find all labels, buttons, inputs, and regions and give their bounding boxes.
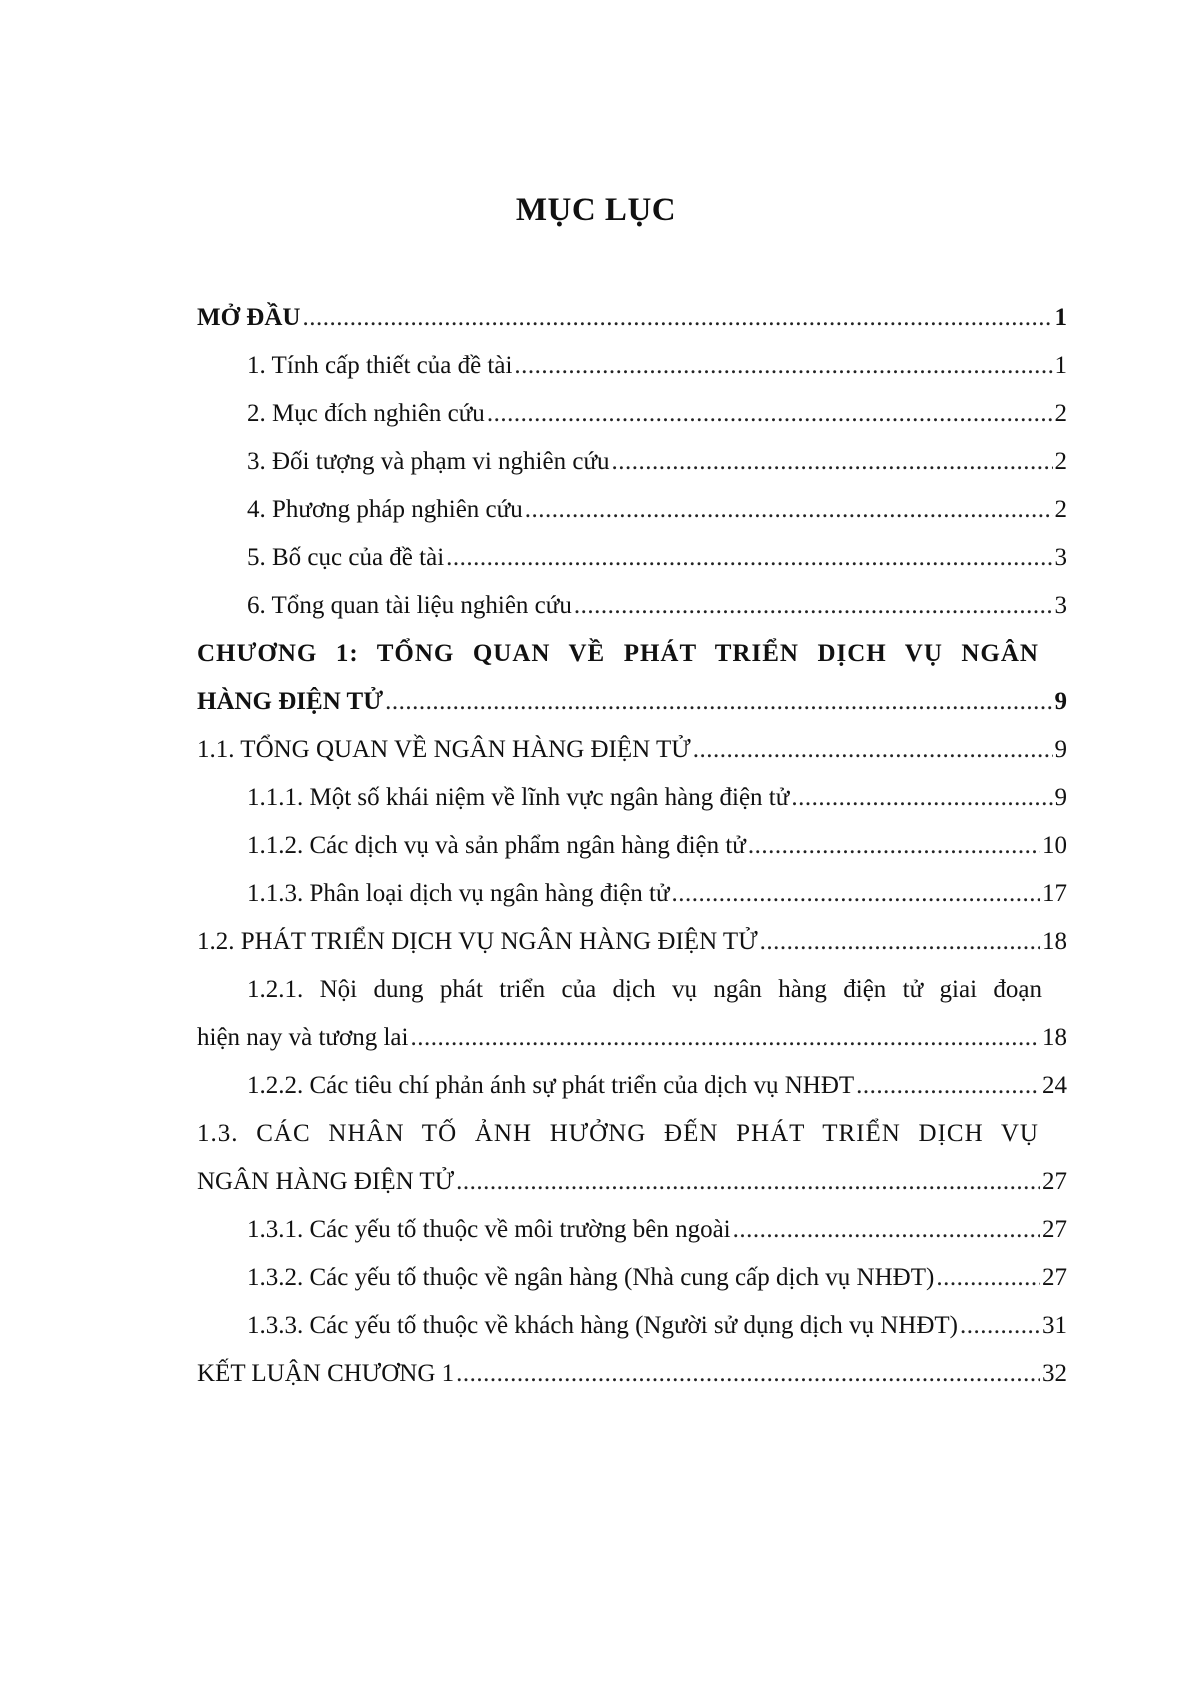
table-of-contents [197,294,1067,1398]
leader-dots [574,582,1053,630]
toc-entry[interactable] [197,534,1067,582]
leader-dots [446,534,1052,582]
toc-page-number: 3 [1054,544,1067,571]
toc-entry-title: 3. Đối tượng và phạm vi nghiên cứu [247,448,610,475]
toc-entry[interactable] [197,726,1067,774]
toc-page-number: 9 [1054,784,1067,811]
toc-entry[interactable] [197,774,1067,822]
toc-entry-title: 1.3.2. Các yếu tố thuộc về ngân hàng (Nhà cung cấp dịch vụ NHĐT) [247,1264,935,1291]
toc-page-number: 1 [1054,352,1067,379]
toc-entry-title: 1.3.1. Các yếu tố thuộc về môi trường bên ngoài [247,1216,731,1243]
toc-page-number: 1 [1054,304,1067,331]
leader-dots [856,1062,1040,1110]
leader-dots [487,390,1053,438]
toc-entry-title: 1.1. TỔNG QUAN VỀ NGÂN HÀNG ĐIỆN TỬ [197,736,691,763]
leader-dots [733,1206,1040,1254]
toc-entry-title: 1.1.1. Một số khái niệm về lĩnh vực ngân hàng điện tử [247,784,790,811]
toc-page-number: 18 [1042,928,1067,955]
leader-dots [936,1254,1040,1302]
toc-entry[interactable] [197,1206,1067,1254]
toc-entry-title: HÀNG ĐIỆN TỬ [197,688,384,715]
toc-entry[interactable] [197,1014,1067,1062]
toc-page-number: 27 [1042,1216,1067,1243]
leader-dots [693,726,1053,774]
toc-entry[interactable] [197,870,1067,918]
leader-dots [302,294,1052,342]
toc-page-number: 2 [1054,400,1067,427]
leader-dots [514,342,1052,390]
toc-entry-title: 4. Phương pháp nghiên cứu [247,496,523,523]
leader-dots [456,1350,1040,1398]
toc-page-number: 18 [1042,1024,1067,1051]
toc-entry[interactable] [197,1254,1067,1302]
toc-page-number: 31 [1042,1312,1067,1339]
toc-page-number: 9 [1054,736,1067,763]
toc-entry-title-line1[interactable]: 1.3. CÁC NHÂN TỐ ẢNH HƯỞNG ĐẾN PHÁT TRIỂN DỊCH VỤ [197,1120,1039,1147]
toc-entry[interactable] [197,486,1067,534]
toc-entry-title: hiện nay và tương lai [197,1024,409,1051]
leader-dots [791,774,1052,822]
toc-entry-title: 5. Bố cục của đề tài [247,544,445,571]
toc-page-number: 3 [1054,592,1067,619]
toc-page-number: 2 [1054,448,1067,475]
toc-entry[interactable] [197,342,1067,390]
toc-entry[interactable] [197,390,1067,438]
toc-entry[interactable] [197,582,1067,630]
toc-page-number: 10 [1042,832,1067,859]
toc-page-number: 27 [1042,1168,1067,1195]
toc-entry-title: 6. Tổng quan tài liệu nghiên cứu [247,592,572,619]
toc-entry-title: NGÂN HÀNG ĐIỆN TỬ [197,1168,455,1195]
toc-entry-title: KẾT LUẬN CHƯƠNG 1 [197,1360,455,1387]
leader-dots [748,822,1040,870]
toc-entry[interactable] [197,918,1067,966]
toc-entry-title: 1. Tính cấp thiết của đề tài [247,352,513,379]
toc-entry[interactable] [197,1158,1067,1206]
toc-page-number: 17 [1042,880,1067,907]
toc-page-number: 9 [1054,688,1067,715]
page-title: MỤC LỤC [515,192,677,228]
toc-entry-title: 1.2.2. Các tiêu chí phản ánh sự phát triển của dịch vụ NHĐT [247,1072,855,1099]
leader-dots [672,870,1040,918]
toc-page-number: 2 [1054,496,1067,523]
leader-dots [760,918,1040,966]
toc-entry-title: 1.1.2. Các dịch vụ và sản phẩm ngân hàng điện tử [247,832,746,859]
toc-entry-title: 1.3.3. Các yếu tố thuộc về khách hàng (Người sử dụng dịch vụ NHĐT) [247,1312,959,1339]
toc-entry-title: 1.1.3. Phân loại dịch vụ ngân hàng điện tử [247,880,670,907]
leader-dots [410,1014,1040,1062]
toc-entry-title: 2. Mục đích nghiên cứu [247,400,485,427]
toc-entry-title-line1[interactable]: 1.2.1. Nội dung phát triển của dịch vụ ngân hàng điện tử giai đoạn [247,976,1042,1003]
toc-entry[interactable] [197,822,1067,870]
toc-entry-title-line1[interactable]: CHƯƠNG 1: TỔNG QUAN VỀ PHÁT TRIỂN DỊCH VỤ NGÂN [197,640,1039,667]
toc-entry[interactable] [197,678,1067,726]
leader-dots [960,1302,1040,1350]
toc-page-number: 32 [1042,1360,1067,1387]
toc-entry[interactable] [197,438,1067,486]
toc-page-number: 27 [1042,1264,1067,1291]
toc-entry[interactable] [197,1062,1067,1110]
leader-dots [525,486,1053,534]
leader-dots [385,678,1052,726]
toc-entry[interactable] [197,1350,1067,1398]
toc-entry[interactable] [197,294,1067,342]
toc-entry-title: 1.2. PHÁT TRIỂN DỊCH VỤ NGÂN HÀNG ĐIỆN TỬ [197,928,758,955]
leader-dots [612,438,1053,486]
leader-dots [456,1158,1040,1206]
toc-entry[interactable] [197,1302,1067,1350]
toc-entry-title: MỞ ĐẦU [197,304,301,331]
toc-page-number: 24 [1042,1072,1067,1099]
